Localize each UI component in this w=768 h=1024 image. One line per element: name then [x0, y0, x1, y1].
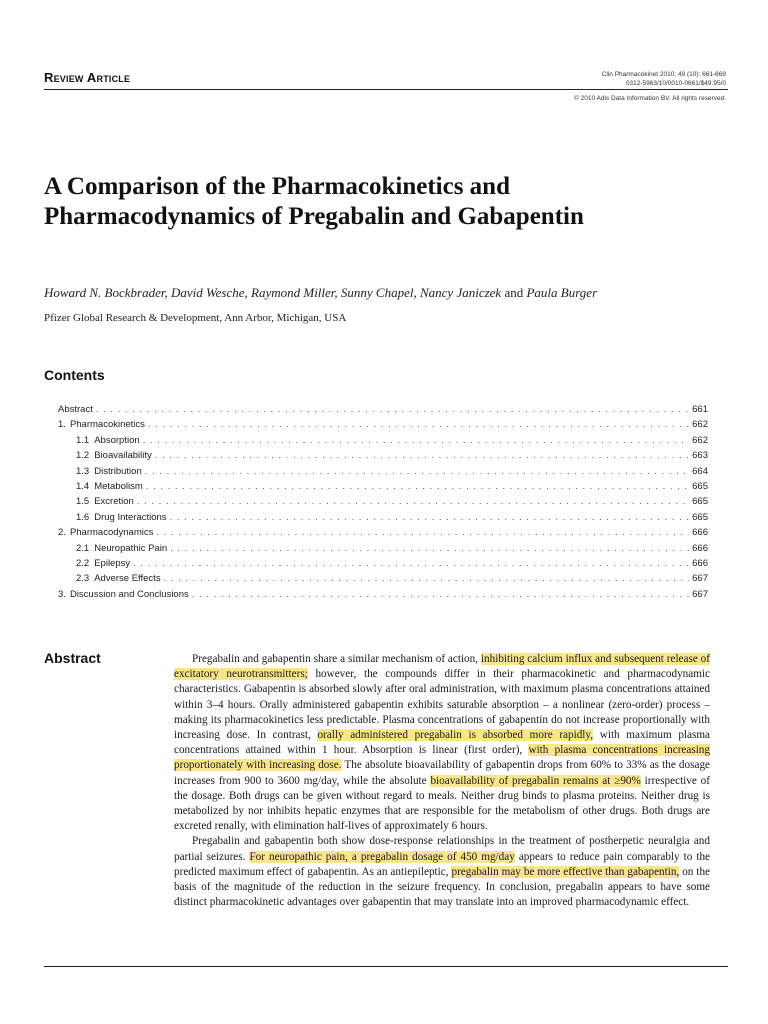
abstract-text: The absolute bioavailability of gabapentin drops from 60% to 33% as the dosage increases from 900 to 3600 mg/day, while the absolute	[174, 759, 711, 787]
toc-entry-page: 666	[692, 527, 708, 539]
toc-dot-leader	[137, 496, 689, 507]
highlighted-text: pregabalin may be more effective than gabapentin,	[451, 865, 680, 878]
toc-dot-leader	[146, 481, 689, 492]
author-list	[44, 284, 724, 302]
toc-entry-title: Abstract	[58, 404, 93, 415]
toc-dot-leader	[143, 435, 690, 446]
header-rule	[44, 89, 728, 90]
toc-entry-page: 662	[692, 434, 708, 446]
toc-entry-page: 665	[692, 496, 708, 508]
toc-entry-page: 665	[692, 511, 708, 523]
abstract-paragraph	[174, 652, 710, 834]
toc-dot-leader	[155, 450, 689, 461]
toc-entry	[58, 435, 708, 450]
toc-entry-title: Discussion and Conclusions	[69, 588, 189, 600]
table-of-contents	[58, 404, 708, 604]
toc-entry-number: 1.6	[76, 511, 90, 523]
toc-entry-number: 2.1	[76, 542, 90, 554]
toc-dot-leader	[170, 512, 690, 523]
toc-entry	[58, 512, 708, 527]
toc-dot-leader	[170, 543, 689, 554]
toc-entry-page: 664	[692, 465, 708, 477]
toc-dot-leader	[156, 527, 689, 538]
toc-dot-leader	[164, 573, 690, 584]
toc-entry-title: Epilepsy	[94, 557, 131, 569]
abstract-paragraph	[174, 834, 710, 910]
toc-entry-number: 1.5	[76, 496, 90, 508]
abstract-text: with maximum plasma concentrations attained within 1 hour. Absorption is linear (first order),	[174, 729, 711, 757]
toc-entry	[58, 404, 708, 419]
toc-entry	[58, 543, 708, 558]
toc-entry	[58, 466, 708, 481]
toc-dot-leader	[133, 558, 689, 569]
toc-dot-leader	[192, 589, 689, 600]
toc-entry-title: Metabolism	[94, 480, 143, 492]
toc-entry-page: 663	[692, 450, 708, 462]
toc-dot-leader	[148, 419, 689, 430]
author-affiliation: Pfizer Global Research & Development, Ann Arbor, Michigan, USA	[44, 312, 347, 324]
toc-entry	[58, 527, 708, 542]
footer-rule	[44, 966, 728, 967]
abstract-heading: Abstract	[44, 650, 101, 666]
toc-entry-page: 666	[692, 542, 708, 554]
toc-entry-title: Drug Interactions	[94, 511, 167, 523]
toc-entry-number: 1.1	[76, 434, 90, 446]
toc-entry-number: 1.	[58, 419, 66, 431]
journal-citation	[602, 70, 726, 88]
toc-entry-page: 667	[692, 588, 708, 600]
toc-entry-title: Absorption	[94, 434, 140, 446]
toc-dot-leader	[145, 466, 689, 477]
abstract-text: however, the compounds differ in their pharmacokinetic and pharmacodynamic characteristics. Gabapentin is absorbed slowly after oral administration, with maximum plasma concentrations attained within 3–4 hours. Orally administered gabapentin exhibits saturable absorption – a nonlinear (zero-order) process – making its pharmacokinetics less predictable. Plasma concentrations of gabapentin do not increase proportionally with increasing dose. In contrast,	[174, 668, 710, 742]
abstract-text: on the basis of the magnitude of the reduction in the seizure frequency. In conclusion, pregabalin appears to have some distinct pharmacokinetic advantages over gabapentin that may translate into an improved pharmacodynamic effect.	[174, 865, 710, 909]
toc-entry-number: 2.3	[76, 573, 90, 585]
toc-entry-title: Pharmacodynamics	[69, 527, 154, 539]
journal-citation-line: Clin Pharmacokinet 2010; 49 (10): 661-669	[601, 71, 726, 78]
journal-issn-line: 0312-5963/10/0010-0661/$49.95/0	[625, 80, 726, 87]
abstract-text: appears to reduce pain comparably to the predicted maximum effect of gabapentin. As an antiepileptic,	[174, 850, 711, 878]
toc-entry	[58, 481, 708, 496]
toc-entry-page: 661	[692, 404, 708, 415]
highlighted-text: orally administered pregabalin is absorbed more rapidly,	[317, 729, 594, 742]
article-title: A Comparison of the Pharmacokinetics and Pharmacodynamics of Pregabalin and Gabapentin	[44, 173, 584, 230]
toc-entry-page: 667	[692, 573, 708, 585]
toc-entry	[58, 573, 708, 588]
toc-entry-title: Bioavailability	[94, 450, 152, 462]
author-names: Howard N. Bockbrader, David Wesche, Raymond Miller, Sunny Chapel, Nancy Janiczek	[44, 285, 502, 300]
toc-entry-title: Excretion	[94, 496, 134, 508]
toc-entry-page: 666	[692, 557, 708, 569]
abstract-text: irrespective of the dosage. Both drugs can be given without regard to meals. Neither drug binds to plasma proteins. Neither drug is metabolized by nor inhibits hepatic enzymes that are responsible for the metabolism of other drugs. Both drugs are excreted renally, with elimination half-lives of approximately 6 hours.	[174, 774, 710, 833]
abstract-text: Pregabalin and gabapentin share a similar mechanism of action,	[192, 653, 481, 665]
article-type-label: Review Article	[44, 70, 131, 85]
abstract-text: Pregabalin and gabapentin both show dose-response relationships in the treatment of postherpetic neuralgia and partial seizures.	[174, 835, 710, 863]
author-conjunction: and	[504, 285, 524, 300]
author-last-name: Paula Burger	[526, 285, 598, 300]
toc-entry	[58, 496, 708, 511]
toc-dot-leader	[96, 404, 689, 415]
highlighted-text: bioavailability of pregabalin remains at ≥90%	[430, 774, 641, 787]
toc-entry-title: Distribution	[94, 465, 142, 477]
toc-entry-number: 1.4	[76, 480, 90, 492]
abstract-body	[174, 652, 710, 910]
toc-entry-number: 1.3	[76, 465, 90, 477]
toc-entry	[58, 558, 708, 573]
toc-entry-number: 2.	[58, 527, 66, 539]
toc-entry	[58, 589, 708, 604]
toc-entry	[58, 450, 708, 465]
toc-entry-number: 1.2	[76, 450, 90, 462]
toc-entry	[58, 419, 708, 434]
highlighted-text: inhibiting calcium influx and subsequent release of excitatory neurotransmitters;	[174, 653, 710, 681]
toc-entry-page: 665	[692, 480, 708, 492]
copyright-notice: © 2010 Adis Data Information BV. All rights reserved.	[574, 95, 726, 102]
highlighted-text: For neuropathic pain, a pregabalin dosage of 450 mg/day	[249, 850, 515, 863]
contents-heading: Contents	[44, 367, 105, 383]
toc-entry-number: 3.	[58, 588, 66, 600]
toc-entry-title: Pharmacokinetics	[69, 419, 145, 431]
highlighted-text: with plasma concentrations increasing proportionately with increasing dose.	[174, 744, 710, 772]
toc-entry-page: 662	[692, 419, 708, 431]
toc-entry-title: Neuropathic Pain	[94, 542, 168, 554]
toc-entry-number: 2.2	[76, 557, 90, 569]
toc-entry-title: Adverse Effects	[94, 573, 161, 585]
